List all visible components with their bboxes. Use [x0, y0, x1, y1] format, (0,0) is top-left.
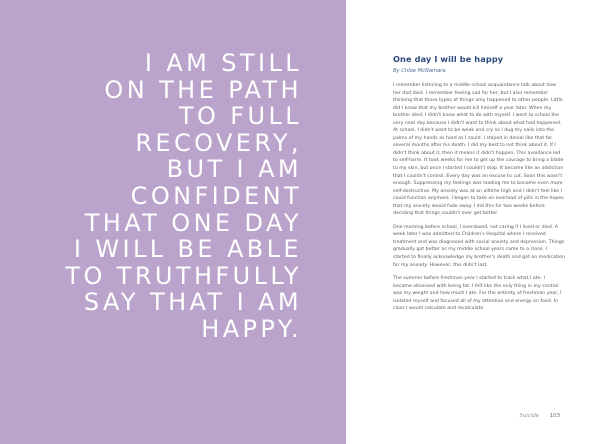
article-paragraph: The summer before freshman year I started to track what I ate. I became obsessed with being fat. I felt like the only thing in my control was my weight and how much I ate. For the entirety of freshman year, I isolated myself and focused all of my attention and energy on food. In class I would calculate and recalculate: [393, 276, 562, 312]
pull-quote-line: CONFIDENT: [130, 181, 302, 210]
article: [393, 54, 565, 319]
pull-quote-line: HAPPY.: [201, 314, 302, 343]
pull-quote-line: RECOVERY,: [135, 128, 302, 157]
pull-quote: [2, 50, 302, 343]
article-title: One day I will be happy: [393, 54, 504, 64]
pull-quote-line: THAT ONE DAY: [84, 208, 302, 237]
article-byline: By Chloe McNamara: [393, 68, 446, 74]
pull-quote-line: SAY THAT I AM: [83, 288, 302, 317]
article-paragraph: One morning before school, I overdosed, not caring if I lived or died. A week later I was admitted to Children's Hospital where I received treatment and was diagnosed with social anxiety and depression. Things gradually got better as my middle school years came to a close. I started to finally acknowledge my brother's death and got on medication for my anxiety. However, this didn't last.: [393, 224, 565, 268]
pull-quote-line: ON THE PATH: [104, 75, 302, 104]
right-page: [346, 0, 600, 444]
article-body: [393, 82, 565, 313]
article-paragraph: I remember listening to a middle school acquaintance talk about how her dad died. I remember feeling sad for her, but I also remember thinking that those types of things only happened to other people. Little did I know that my brother would kill himself a year later. When my brother died, I didn't know what to do with myself. I went to school the very next day because I didn't want to think about what had happened. At school, I didn't want to be weak and cry so I dug my nails into the palms of my hands as hard as I could. I stayed in denial like that for several months after his death. I did my best to not think about it. If I didn't think about it, then it means it didn't happen. This avoidance led to self-harm. It took weeks for me to get up the courage to bring a blade to my skin, but once I started I couldn't stop. It became like an addiction that I couldn't control. Every day was an excuse to cut. Soon this wasn't enough. Suppressing my feelings was leading me to become even more self-destructive. My anxiety was at an alltime high and I didn't feel like I could function anymore. I began to take an overload of pills in the hopes that my anxiety would fade away. I did this for two weeks before deciding that things couldn't ever get better.: [393, 83, 564, 217]
pull-quote-line: I AM STILL: [144, 49, 302, 77]
pull-quote-line: I WILL BE ABLE: [73, 235, 302, 264]
pull-quote-line: BUT I AM: [166, 155, 302, 184]
section-name: Suicide: [519, 413, 539, 419]
pull-quote-line: TO TRUTHFULLY: [65, 261, 302, 290]
pull-quote-line: TO FULL: [178, 102, 302, 131]
page-number: 103: [549, 413, 560, 419]
page-footer: [519, 413, 560, 419]
